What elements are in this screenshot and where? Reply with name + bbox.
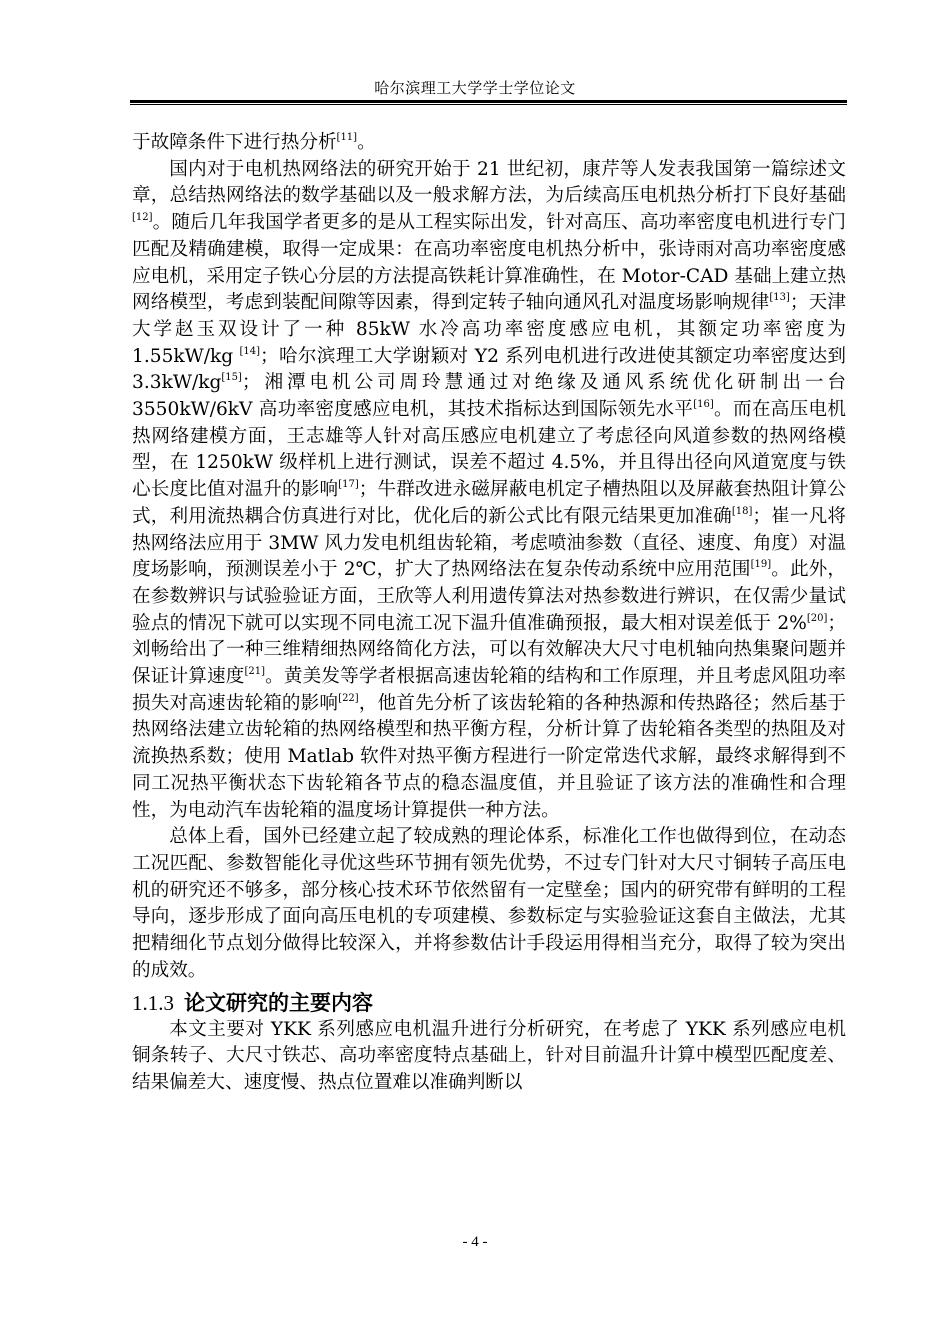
citation-ref: [11]: [336, 132, 358, 143]
citation-ref: [20]: [806, 612, 828, 624]
paragraph-summary: [132, 824, 846, 984]
citation-ref: [19]: [750, 559, 772, 571]
citation-ref: [12]: [132, 212, 153, 224]
text-run: 国内对于电机热网络法的研究开始于 21 世纪初，康芹等人发表我国第一篇综述文章，总结热网络法的数学基础以及一般求解方法，为后续高压电机热分析打下良好基础: [132, 158, 846, 207]
text-run: 。而在高压电机热网络建模方面，王志雄等人针对高压感应电机建立了考虑径向风道参数的热网络模型，在 1250kW 级样机上进行测试，误差不超过 4.5%，并且得出径向风道宽度与铁心长度比值对温升的影响: [132, 399, 846, 501]
text-run: ；崔一凡将热网络法应用于 3MW 风力发电机组齿轮箱，考虑喷油参数（直径、速度、角度）对温度场影响，预测误差小于 2℃，扩大了热网络法在复杂传动系统中应用范围: [132, 505, 846, 581]
section-number: 1.1.3: [132, 990, 174, 1015]
text-run: ；牛群改进永磁屏蔽电机定子槽热阻以及屏蔽套热阻计算公式，利用流热耦合仿真进行对比，优化后的新公式比有限元结果更加准确: [132, 479, 846, 527]
running-header-title: 哈尔滨理工大学学士学位论文: [374, 79, 576, 97]
paragraph-domestic-research: [132, 157, 846, 825]
citation-ref: [22]: [338, 692, 359, 704]
text-run: ；刘畅给出了一种三维精细热网络简化方法，可以有效解决大尺寸电机轴向热集聚问题并保证计算速度: [132, 612, 846, 688]
citation-ref: [18]: [731, 505, 753, 517]
paragraph-continued: [132, 130, 846, 157]
citation-ref: [13]: [769, 292, 790, 304]
text-run: ，他首先分析了该齿轮箱的各种热源和传热路径；然后基于热网络法建立齿轮箱的热网络模型和热平衡方程，分析计算了齿轮箱各类型的热阻及对流换热系数；使用 Matlab 软件对热平衡方程进行一阶定常迭代求解，最终求解得到不同工况热平衡状态下齿轮箱各节点的稳态温度值，并且验证了该方法的准确性和合理性，为电动汽车齿轮箱的温度场计算提供一种方法。: [132, 692, 846, 821]
header-rule-thick: [130, 100, 847, 103]
section-title: 论文研究的主要内容: [184, 990, 373, 1015]
page-number: - 4 -: [462, 1234, 488, 1250]
text-run: 。此外，在参数辨识与试验验证方面，王欣等人利用遗传算法对热参数进行辨识，在仅需少量试验点的情况下就可以实现不同电流工况下温升值准确预报，最大相对误差低于 2%: [132, 559, 846, 634]
citation-ref: [21]: [244, 666, 265, 678]
text-run: ；湘潭电机公司周玲慧通过对绝缘及通风系统优化研制出一台 3550kW/6kV 高功率密度感应电机，其技术指标达到国际领先水平: [132, 372, 846, 421]
citation-ref: [14]: [239, 345, 261, 357]
text-run: ；天津大学赵玉双设计了一种 85kW 水冷高功率密度感应电机，其额定功率密度为 1.55kW/kg: [132, 292, 846, 367]
header-rule-thin: [130, 104, 847, 105]
text-run: 于故障条件下进行热分析: [132, 132, 337, 153]
citation-ref: [16]: [693, 399, 714, 411]
text-run: ；哈尔滨理工大学谢颖对 Y2 系列电机进行改进使其额定功率密度达到 3.3kW/kg: [132, 345, 846, 394]
section-heading: [132, 989, 846, 1017]
text-run: 。黄美发等学者根据高速齿轮箱的结构和工作原理，并且考虑风阻功率损失对高速齿轮箱的影响: [132, 666, 846, 714]
text-run: 。随后几年我国学者更多的是从工程实际出发，针对高压、高功率密度电机进行专门匹配及精确建模，取得一定成果：在高功率密度电机热分析中，张诗雨对高功率密度感应电机，采用定子铁心分层的方法提高铁耗计算准确性，在 Motor-CAD 基础上建立热网络模型，考虑到装配间隙等因素，得到定转子轴向通风孔对温度场影响规律: [132, 212, 846, 314]
text-run: 总体上看，国外已经建立起了较成熟的理论体系，标准化工作也做得到位，在动态工况匹配、参数智能化寻优这些环节拥有领先优势，不过专门针对大尺寸铜转子高压电机的研究还不够多，部分核心技术环节依然留有一定壁垒；国内的研究带有鲜明的工程导向，逐步形成了面向高压电机的专项建模、参数标定与实验验证这套自主做法，尤其把精细化节点划分做得比较深入，并将参数估计手段运用得相当充分，取得了较为突出的成效。: [132, 826, 846, 981]
citation-ref: [17]: [338, 479, 359, 491]
text-run: 。: [357, 132, 376, 153]
body-text: [132, 130, 846, 1097]
paragraph-main-content: 本文主要对 YKK 系列感应电机温升进行分析研究，在考虑了 YKK 系列感应电机铜条转子、大尺寸铁芯、高功率密度特点基础上，针对目前温升计算中模型匹配度差、结果偏差大、速度慢、热点位置难以准确判断以: [132, 1018, 846, 1093]
citation-ref: [15]: [221, 372, 242, 384]
